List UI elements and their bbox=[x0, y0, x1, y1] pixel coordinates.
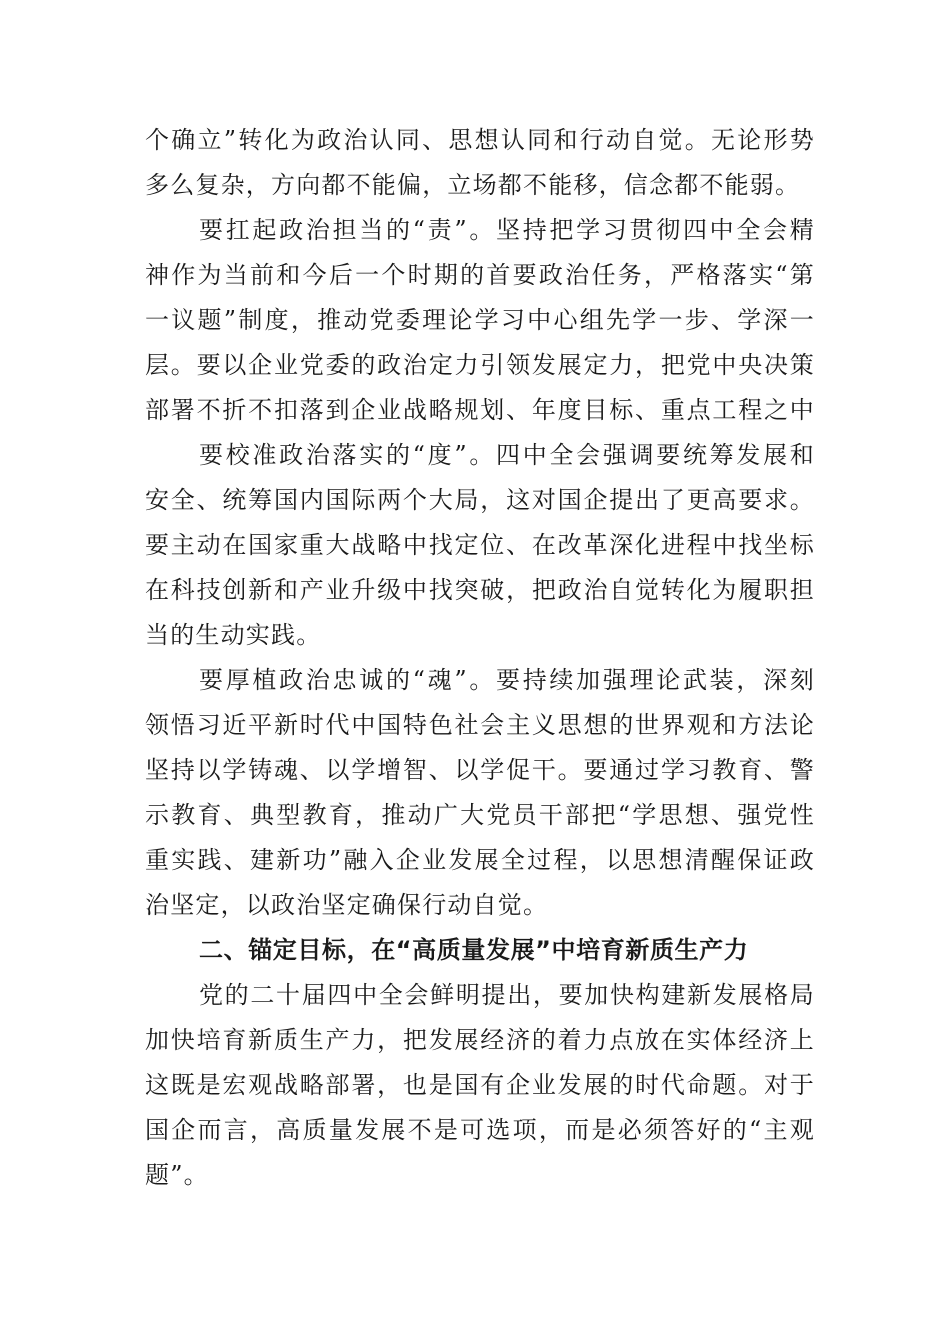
text-line: 重实践、建新功”融入企业发展全过程，以思想清醒保证政 bbox=[145, 846, 815, 874]
paragraph-responsibility bbox=[145, 208, 815, 433]
text-line: 这既是宏观战略部署，也是国有企业发展的时代命题。对于 bbox=[145, 1071, 815, 1099]
document-body bbox=[145, 118, 815, 1198]
text-line: 神作为当前和今后一个时期的首要政治任务，严格落实“第 bbox=[145, 261, 815, 289]
text-line: 部署不折不扣落到企业战略规划、年度目标、重点工程之中 bbox=[145, 396, 815, 424]
text-line: 要校准政治落实的“度”。四中全会强调要统筹发展和 bbox=[199, 441, 815, 469]
text-line: 在科技创新和产业升级中找突破，把政治自觉转化为履职担 bbox=[145, 576, 815, 604]
paragraph-loyalty bbox=[145, 658, 815, 928]
text-line: 坚持以学铸魂、以学增智、以学促干。要通过学习教育、警 bbox=[145, 756, 815, 784]
text-line: 示教育、典型教育，推动广大党员干部把“学思想、强党性 bbox=[145, 801, 815, 829]
text-line: 要厚植政治忠诚的“魂”。要持续加强理论武装，深刻 bbox=[199, 666, 815, 694]
text-line: 党的二十届四中全会鲜明提出，要加快构建新发展格局 bbox=[199, 981, 815, 1009]
text-line: 个确立”转化为政治认同、思想认同和行动自觉。无论形势 bbox=[145, 126, 815, 154]
section-heading: 二、锚定目标，在“高质量发展”中培育新质生产力 bbox=[199, 936, 749, 964]
paragraph-degree bbox=[145, 433, 815, 658]
paragraph-high-quality-development bbox=[145, 973, 815, 1198]
text-line: 国企而言，高质量发展不是可选项，而是必须答好的“主观 bbox=[145, 1116, 815, 1144]
text-line: 要主动在国家重大战略中找定位、在改革深化进程中找坐标 bbox=[145, 531, 815, 559]
text-line: 一议题”制度，推动党委理论学习中心组先学一步、学深一 bbox=[145, 306, 815, 334]
paragraph-continuation bbox=[145, 118, 815, 208]
text-line: 加快培育新质生产力，把发展经济的着力点放在实体经济上 bbox=[145, 1026, 815, 1054]
text-line: 要扛起政治担当的“责”。坚持把学习贯彻四中全会精 bbox=[199, 216, 815, 244]
text-line: 当的生动实践。 bbox=[145, 621, 322, 649]
text-line: 领悟习近平新时代中国特色社会主义思想的世界观和方法论 bbox=[145, 711, 815, 739]
text-line: 题”。 bbox=[145, 1161, 209, 1189]
text-line: 治坚定，以政治坚定确保行动自觉。 bbox=[145, 891, 549, 919]
text-line: 层。要以企业党委的政治定力引领发展定力，把党中央决策 bbox=[145, 351, 815, 379]
text-line: 安全、统筹国内国际两个大局，这对国企提出了更高要求。 bbox=[145, 486, 815, 514]
text-line: 多么复杂，方向都不能偏，立场都不能移，信念都不能弱。 bbox=[145, 171, 801, 199]
